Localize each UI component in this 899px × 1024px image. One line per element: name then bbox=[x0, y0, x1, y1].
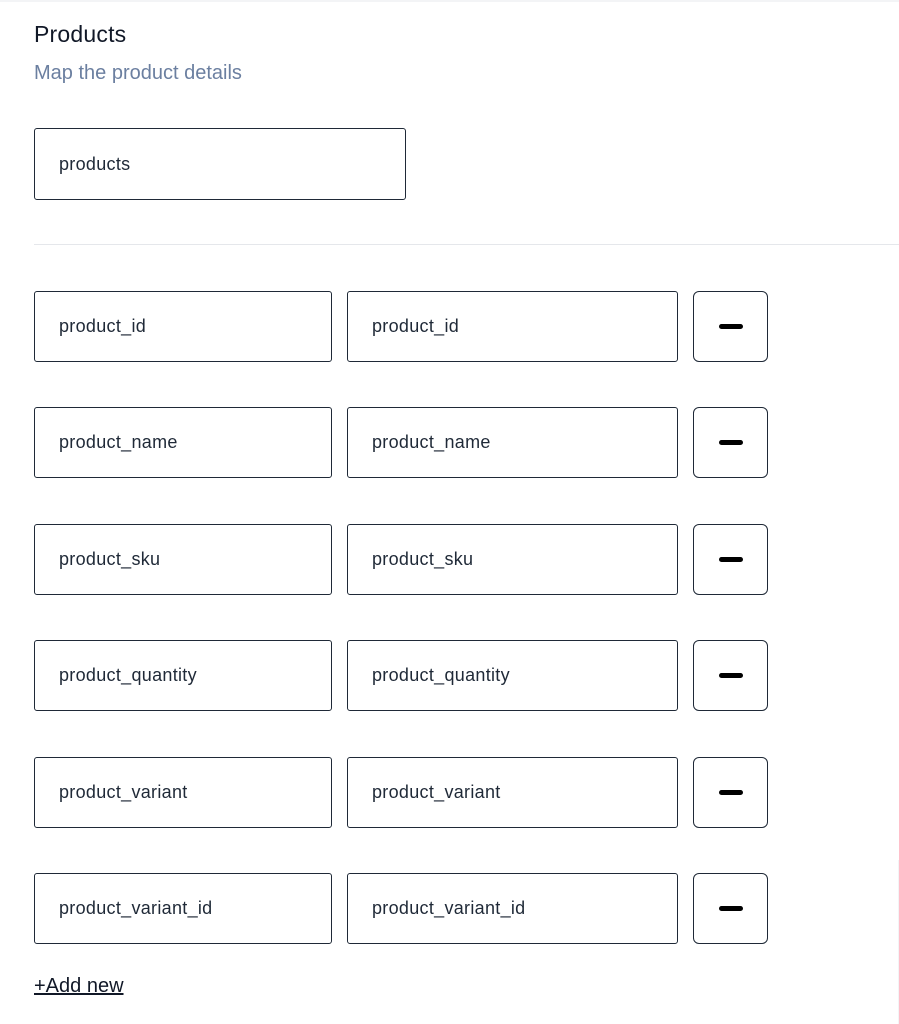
minus-icon bbox=[719, 324, 743, 329]
add-new-link[interactable]: +Add new bbox=[34, 975, 124, 997]
mapping-row bbox=[34, 524, 774, 596]
remove-mapping-button[interactable] bbox=[693, 407, 768, 478]
target-field-input[interactable]: product_quantity bbox=[347, 640, 678, 711]
mapping-row bbox=[34, 407, 774, 479]
minus-icon bbox=[719, 557, 743, 562]
target-field-input[interactable]: product_variant bbox=[347, 757, 678, 828]
source-field-input[interactable]: product_sku bbox=[34, 524, 332, 595]
source-field-input[interactable]: product_quantity bbox=[34, 640, 332, 711]
section-divider bbox=[34, 244, 899, 245]
target-field-input[interactable]: product_sku bbox=[347, 524, 678, 595]
minus-icon bbox=[719, 790, 743, 795]
section-title: Products bbox=[34, 21, 127, 47]
mapping-row bbox=[34, 873, 774, 945]
target-field-input[interactable]: product_name bbox=[347, 407, 678, 478]
minus-icon bbox=[719, 906, 743, 911]
mapping-list bbox=[34, 291, 774, 989]
remove-mapping-button[interactable] bbox=[693, 291, 768, 362]
target-field-input[interactable]: product_id bbox=[347, 291, 678, 362]
source-field-input[interactable]: product_name bbox=[34, 407, 332, 478]
mapping-row bbox=[34, 757, 774, 829]
remove-mapping-button[interactable] bbox=[693, 640, 768, 711]
remove-mapping-button[interactable] bbox=[693, 524, 768, 595]
remove-mapping-button[interactable] bbox=[693, 873, 768, 944]
target-field-input[interactable]: product_variant_id bbox=[347, 873, 678, 944]
remove-mapping-button[interactable] bbox=[693, 757, 768, 828]
products-key-input[interactable]: products bbox=[34, 128, 406, 200]
minus-icon bbox=[719, 673, 743, 678]
minus-icon bbox=[719, 440, 743, 445]
section-subtitle: Map the product details bbox=[34, 62, 242, 84]
top-divider bbox=[0, 0, 899, 2]
source-field-input[interactable]: product_variant_id bbox=[34, 873, 332, 944]
mapping-row bbox=[34, 640, 774, 712]
source-field-input[interactable]: product_variant bbox=[34, 757, 332, 828]
mapping-row bbox=[34, 291, 774, 363]
source-field-input[interactable]: product_id bbox=[34, 291, 332, 362]
